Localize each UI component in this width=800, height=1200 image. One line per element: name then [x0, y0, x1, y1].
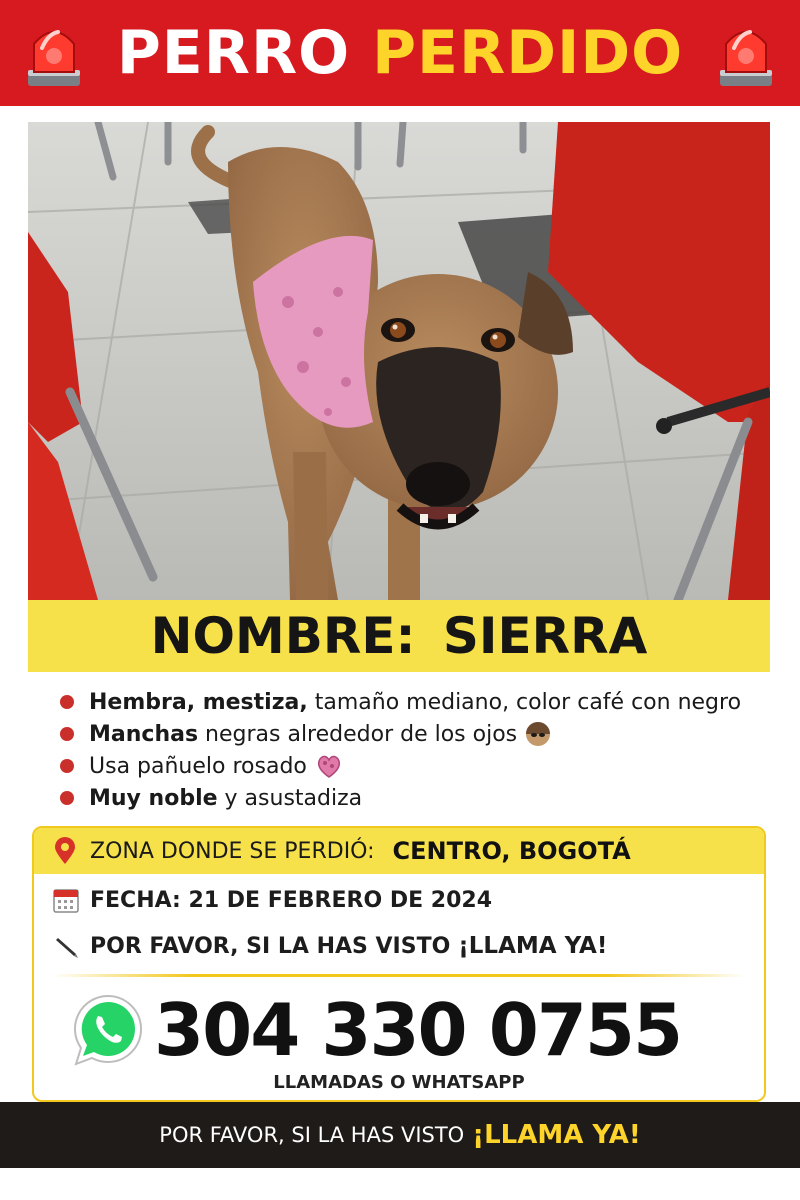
banner-title — [117, 18, 683, 88]
phone-number: 304 330 0755 — [154, 988, 682, 1072]
zone-label: ZONA DONDE SE PERDIÓ: — [90, 838, 375, 864]
list-item — [60, 750, 780, 782]
footer-cta: ¡LLAMA YA! — [472, 1120, 641, 1150]
phone-note: LLAMADAS O WHATSAPP — [273, 1072, 525, 1093]
dog-photo-illustration — [28, 122, 770, 600]
trait-bold: Muy noble — [89, 785, 218, 811]
plea-strong: ¡LLAMA YA! — [458, 933, 608, 959]
footer-lead: POR FAVOR, SI LA HAS VISTO — [159, 1123, 465, 1147]
bullet-dot — [60, 791, 74, 805]
pen-icon — [52, 932, 80, 960]
footer-bar — [0, 1102, 800, 1168]
info-box — [32, 826, 766, 1102]
location-pin-icon — [54, 837, 76, 865]
bullet-dot — [60, 759, 74, 773]
trait-bold: Manchas — [89, 721, 199, 747]
plea-row — [52, 932, 607, 960]
pink-heart-icon — [315, 752, 343, 780]
name-label: NOMBRE: — [150, 607, 416, 665]
police-siren-icon — [24, 18, 84, 90]
trait-text: negras alrededor de los ojos — [198, 721, 518, 747]
whatsapp-icon — [70, 992, 146, 1068]
dog-photo — [28, 122, 770, 600]
title-perdido: PERDIDO — [372, 18, 684, 88]
eyes-icon — [525, 721, 551, 747]
trait-bold: Hembra, mestiza, — [89, 689, 308, 715]
police-siren-icon — [716, 18, 776, 90]
trait-text: Usa pañuelo rosado — [89, 753, 307, 779]
traits-list — [60, 686, 780, 814]
bottom-margin — [0, 1168, 800, 1200]
list-item — [60, 718, 780, 750]
list-item — [60, 782, 780, 814]
bullet-dot — [60, 695, 74, 709]
name-value: SIERRA — [442, 607, 648, 665]
dog-name — [151, 607, 648, 665]
date-text: FECHA: 21 DE FEBRERO DE 2024 — [90, 887, 493, 913]
zone-bar — [34, 828, 764, 874]
divider — [52, 974, 746, 977]
plea-lead: POR FAVOR, SI LA HAS VISTO — [90, 933, 451, 959]
zone-value: CENTRO, BOGOTÁ — [392, 837, 631, 865]
date-row — [52, 886, 492, 914]
list-item — [60, 686, 780, 718]
name-bar — [28, 600, 770, 672]
trait-text: tamaño mediano, color café con negro — [307, 689, 742, 715]
bullet-dot — [60, 727, 74, 741]
title-perro: PERRO — [116, 18, 351, 88]
trait-text: y asustadiza — [217, 785, 363, 811]
header-banner — [0, 0, 800, 106]
calendar-icon — [52, 886, 80, 914]
